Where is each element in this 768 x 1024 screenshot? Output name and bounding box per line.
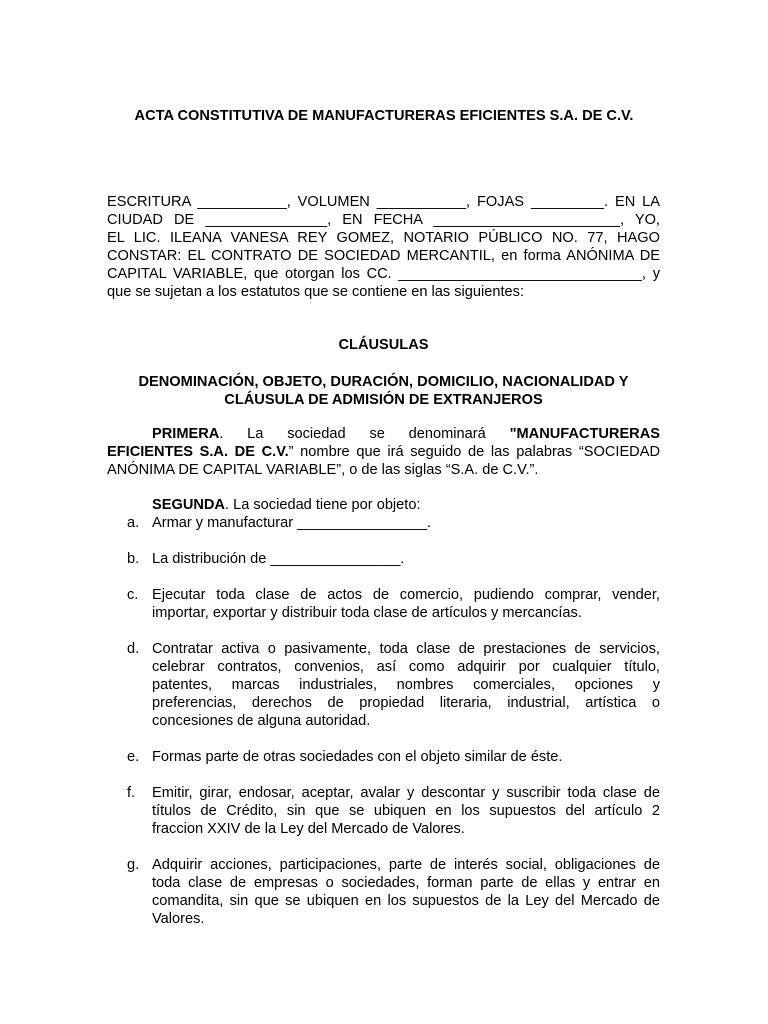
list-item-text: preferencias, derechos de propiedad literaria, industrial, artística o <box>152 695 660 711</box>
list-item-text: Armar y manufacturar ________________. <box>152 515 432 531</box>
list-item-text: Adquirir acciones, participaciones, parte de interés social, obligaciones de <box>152 857 660 873</box>
company-name: EFICIENTES S.A. DE C.V. <box>107 444 289 460</box>
intro-paragraph <box>107 193 660 301</box>
objeto-list <box>107 514 660 928</box>
list-item <box>107 550 660 568</box>
list-item <box>107 586 660 622</box>
clausula-primera <box>107 425 660 479</box>
list-marker: c. <box>127 587 139 603</box>
intro-line: CIUDAD DE _______________, EN FECHA _______________________, YO, <box>107 212 660 228</box>
intro-line: ESCRITURA ___________, VOLUMEN ___________, FOJAS _________. EN LA <box>107 194 660 210</box>
list-item-text: comandita, sin que se ubiquen en los supuestos de la Ley del Mercado de <box>152 893 660 909</box>
list-marker: a. <box>127 515 140 531</box>
list-item-text: Ejecutar toda clase de actos de comercio, pudiendo comprar, vender, <box>152 587 660 603</box>
list-marker: b. <box>127 551 140 567</box>
intro-line: CAPITAL VARIABLE, que otorgan los CC. ______________________________, y <box>107 266 660 282</box>
list-item-text: Contratar activa o pasivamente, toda clase de prestaciones de servicios, <box>152 641 660 657</box>
list-marker: e. <box>127 749 140 765</box>
intro-line: que se sujetan a los estatutos que se contiene en las siguientes: <box>107 284 525 300</box>
list-item-text: fraccion XXIV de la Ley del Mercado de Valores. <box>152 821 465 837</box>
primera-text: ” nombre que irá seguido de las palabras “SOCIEDAD <box>288 444 660 460</box>
primera-line <box>107 425 660 443</box>
clausula-segunda <box>107 496 660 514</box>
list-item-text: La distribución de ________________. <box>152 551 405 567</box>
list-marker: d. <box>127 641 140 657</box>
list-item-text: Formas parte de otras sociedades con el objeto similar de éste. <box>152 749 563 765</box>
segunda-line <box>107 496 660 514</box>
clausulas-heading: CLÁUSULAS <box>338 337 429 353</box>
segunda-text: . La sociedad tiene por objeto: <box>224 497 421 513</box>
section-heading <box>107 373 660 409</box>
list-marker: f. <box>127 785 136 801</box>
list-item-text: celebrar contratos, convenios, así como adquirir por cualquier título, <box>152 659 660 675</box>
list-marker: g. <box>127 857 140 873</box>
primera-line: ANÓNIMA DE CAPITAL VARIABLE”, o de las siglas “S.A. de C.V.”. <box>107 462 539 478</box>
list-item-text: Valores. <box>152 911 205 927</box>
document-title: ACTA CONSTITUTIVA DE MANUFACTURERAS EFICIENTES S.A. DE C.V. <box>134 108 634 124</box>
section-heading-line: DENOMINACIÓN, OBJETO, DURACIÓN, DOMICILIO, NACIONALIDAD Y <box>138 374 629 390</box>
intro-line: EL LIC. ILEANA VANESA REY GOMEZ, NOTARIO PÚBLICO NO. 77, HAGO <box>107 230 660 246</box>
list-item-text: toda clase de empresas o sociedades, forman parte de ellas y entrar en <box>152 875 660 891</box>
objeto-list-container <box>107 514 660 928</box>
primera-line <box>107 443 660 461</box>
section-heading-line: CLÁUSULA DE ADMISIÓN DE EXTRANJEROS <box>224 392 543 408</box>
list-item <box>107 748 660 766</box>
company-name: "MANUFACTURERAS <box>509 426 660 442</box>
list-item-text: Emitir, girar, endosar, aceptar, avalar y descontar y suscribir toda clase de <box>152 785 660 801</box>
list-item-text: importar, exportar y distribuir toda clase de artículos y mercancías. <box>152 605 582 621</box>
intro-line: CONSTAR: EL CONTRATO DE SOCIEDAD MERCANTIL, en forma ANÓNIMA DE <box>107 248 660 264</box>
list-item-text: concesiones de alguna autoridad. <box>152 713 371 729</box>
list-item <box>107 856 660 928</box>
segunda-label: SEGUNDA <box>152 497 225 513</box>
list-item <box>107 784 660 838</box>
list-item <box>107 640 660 730</box>
list-item-text: patentes, marcas industriales, nombres comerciales, opciones y <box>152 677 660 693</box>
primera-text: . La sociedad se denominará <box>219 426 510 442</box>
list-item-text: títulos de Crédito, sin que se ubiquen en los supuestos del artículo 2 <box>152 803 660 819</box>
primera-label: PRIMERA <box>152 426 220 442</box>
list-item <box>107 514 660 532</box>
